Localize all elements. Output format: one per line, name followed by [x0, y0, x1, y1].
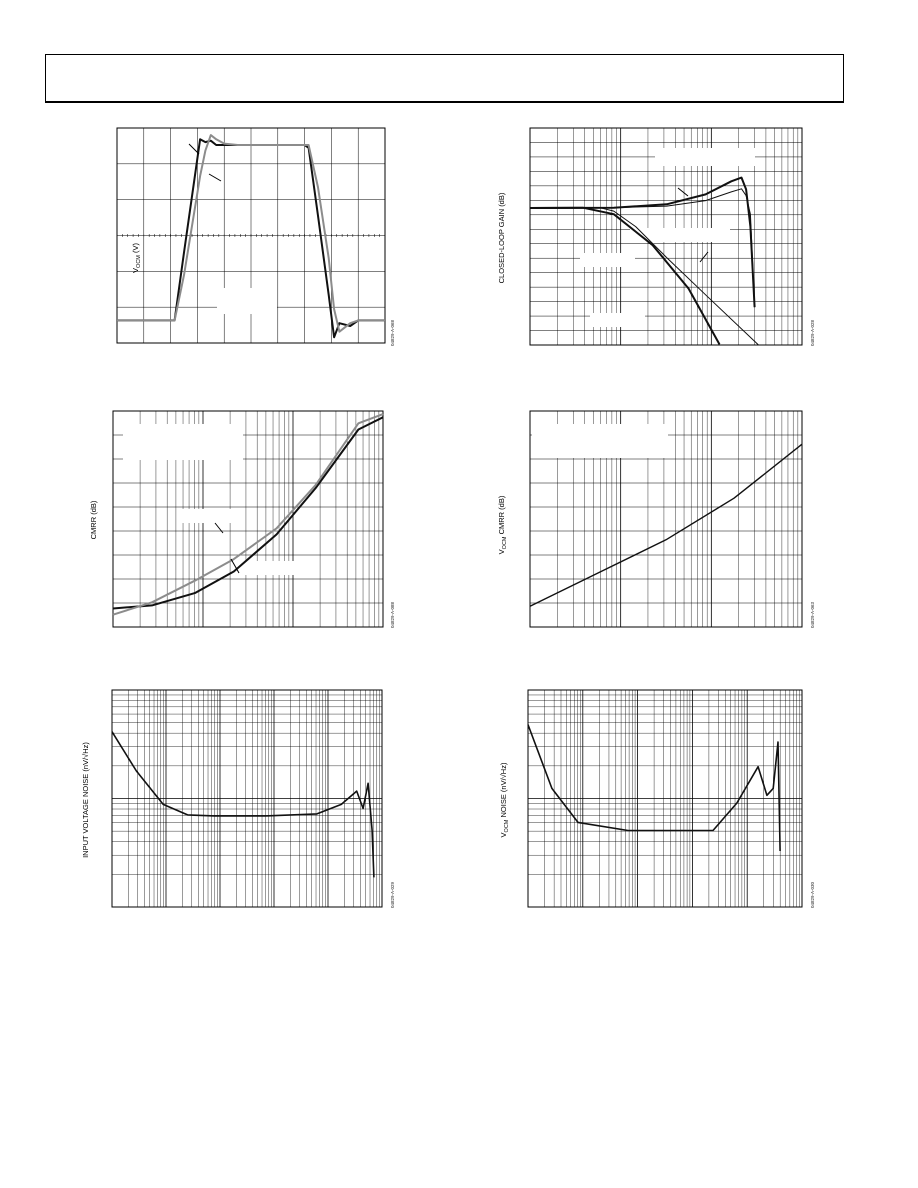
y-axis-label: [499, 762, 510, 837]
chart-closed-loop-gain-svg: [480, 118, 820, 358]
chart-cmrr-svg: [60, 400, 400, 640]
chart-vocm-noise-svg: [480, 680, 820, 920]
chart-vocm-noise: [480, 680, 820, 920]
y-axis-label: CLOSED-LOOP GAIN (dB): [497, 192, 506, 284]
y-axis-label-sub: OCM: [136, 255, 142, 268]
y-axis-label-main: V: [499, 832, 508, 838]
annotation-arrow: [209, 174, 221, 181]
figure-id: 04829-A-063: [810, 601, 815, 628]
chart-vocm-step-svg: [60, 118, 400, 358]
chart-vocm-cmrr: [480, 400, 820, 640]
y-axis-label: [131, 243, 142, 273]
chart-input-voltage-noise-svg: [60, 680, 400, 920]
y-axis-label: CMRR (dB): [89, 500, 98, 540]
label-box: [123, 424, 243, 460]
figure-id: 04829-A-088: [390, 601, 395, 628]
y-axis-label-rest: (V): [131, 243, 140, 256]
y-axis-label: [497, 495, 508, 554]
annotation-arrow: [215, 523, 223, 533]
label-box: [217, 288, 277, 314]
y-axis-label-rest: CMRR (dB): [497, 495, 506, 537]
figure-id: 04829-A-068: [390, 319, 395, 346]
chart-vocm-step: [60, 118, 400, 358]
y-axis-label-main: V: [131, 267, 140, 273]
series-line-0: [112, 732, 374, 878]
chart-cmrr: [60, 400, 400, 640]
chart-vocm-cmrr-svg: [480, 400, 820, 640]
label-box: [590, 313, 645, 327]
figure-id: 04829-A-028: [810, 319, 815, 346]
y-axis-label-rest: NOISE (nV/√Hz): [499, 762, 508, 820]
label-box: [243, 561, 305, 575]
y-axis-label-main: V: [497, 549, 506, 555]
chart-closed-loop-gain: [480, 118, 820, 358]
y-axis-label: INPUT VOLTAGE NOISE (nV/√Hz): [81, 742, 90, 858]
y-axis-label-sub: OCM: [504, 819, 510, 833]
figure-id: 04829-A-030: [810, 881, 815, 908]
series-line-2: [530, 178, 755, 308]
annotation-arrow: [678, 188, 688, 196]
label-box: [655, 148, 755, 166]
y-axis-label-sub: OCM: [502, 536, 508, 550]
figure-id: 04829-A-029: [390, 881, 395, 908]
annotation-arrow: [700, 252, 708, 262]
label-box: [580, 253, 635, 267]
series-line-3: [530, 189, 755, 307]
label-box: [179, 509, 239, 523]
chart-input-voltage-noise: [60, 680, 400, 920]
page-header-box: [45, 54, 844, 103]
series-line-0: [530, 444, 802, 606]
label-box: [532, 424, 668, 458]
